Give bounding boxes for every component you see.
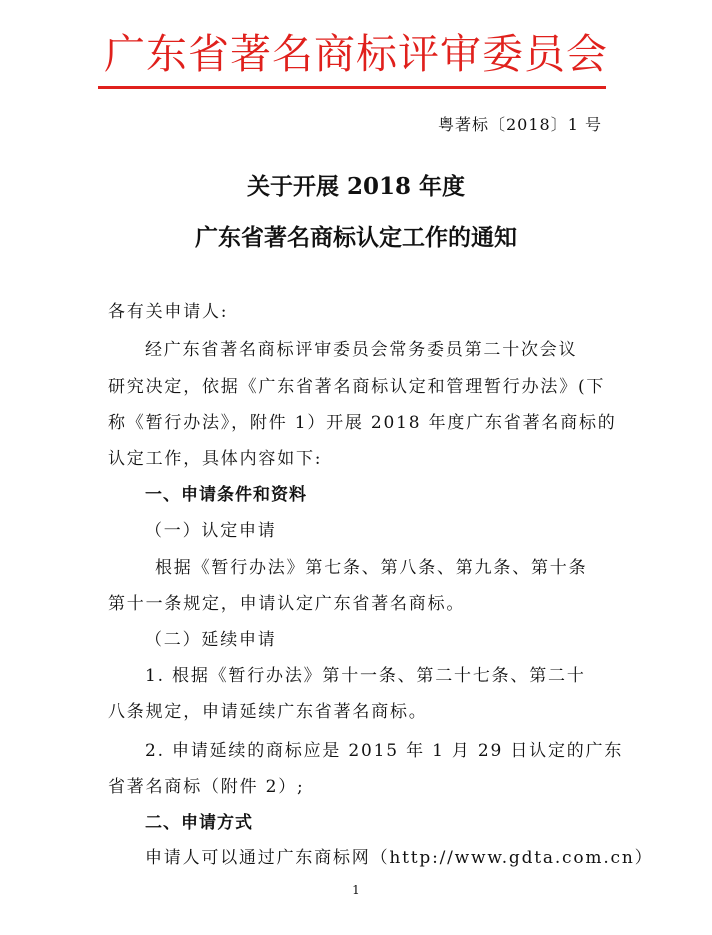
body-paragraph-line: 认定工作，具体内容如下: [108, 449, 323, 469]
notice-title-line-1: 关于开展 2018 年度 [246, 173, 466, 200]
body-paragraph-line: 申请人可以通过广东商标网（http://www.gdta.com.cn） [145, 848, 654, 868]
body-paragraph-line: 称《暂行办法》，附件 1）开展 2018 年度广东省著名商标的 [108, 413, 617, 433]
numbered-item-line: 1. 根据《暂行办法》第十一条、第二十七条、第二十 [145, 666, 586, 686]
numbered-item-line: 八条规定，申请延续广东省著名商标。 [108, 702, 428, 722]
page-number: 1 [352, 883, 360, 897]
section-heading-2: 二、申请方式 [145, 813, 253, 833]
numbered-item-line: 2. 申请延续的商标应是 2015 年 1 月 29 日认定的广东 [145, 741, 624, 761]
body-paragraph-line: 研究决定，依据《广东省著名商标认定和管理暂行办法》(下 [108, 377, 606, 397]
subsection-heading-1: （一）认定申请 [145, 521, 277, 541]
numbered-item-line: 省著名商标（附件 2）; [108, 777, 305, 797]
section-heading-1: 一、申请条件和资料 [145, 485, 307, 505]
body-paragraph-line: 根据《暂行办法》第七条、第八条、第九条、第十条 [155, 558, 588, 578]
document-number: 粤著标〔2018〕1 号 [438, 115, 602, 134]
masthead-divider [98, 86, 606, 89]
body-paragraph-line: 第十一条规定，申请认定广东省著名商标。 [108, 594, 466, 614]
salutation: 各有关申请人: [108, 302, 229, 322]
notice-title-line-2: 广东省著名商标认定工作的通知 [195, 224, 517, 251]
masthead-title: 广东省著名商标评审委员会 [104, 30, 608, 78]
body-paragraph-line: 经广东省著名商标评审委员会常务委员第二十次会议 [145, 340, 578, 360]
subsection-heading-2: （二）延续申请 [145, 630, 277, 650]
